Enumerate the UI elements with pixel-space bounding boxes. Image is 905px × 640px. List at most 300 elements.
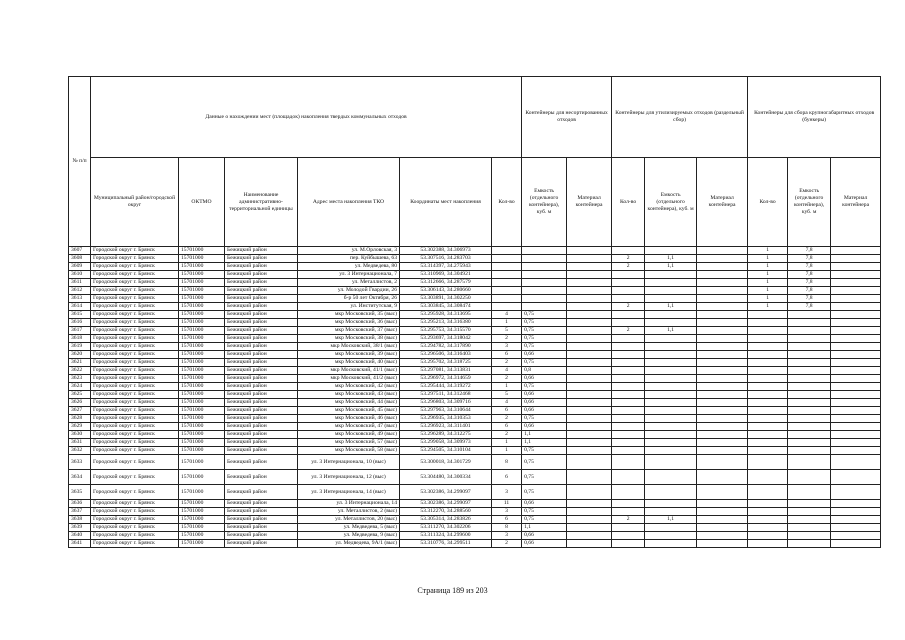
cell-separate-qty — [612, 540, 645, 548]
cell-oktmo: 15701000 — [179, 247, 225, 255]
cell-bulky-capacity — [788, 470, 831, 485]
cell-num: 3615 — [69, 311, 91, 319]
cell-admin-unit: Бежицкий район — [225, 508, 298, 516]
cell-separate-capacity — [645, 311, 697, 319]
cell-unsorted-qty: 5 — [492, 327, 522, 335]
cell-separate-material — [697, 263, 748, 271]
col-unsorted-material-header: Материал контейнера — [567, 158, 612, 247]
cell-address: мкр Московский, 43 (выс) — [298, 391, 400, 399]
cell-oktmo: 15701000 — [179, 335, 225, 343]
cell-unsorted-capacity: 1,1 — [522, 439, 567, 447]
cell-municipal: Городской округ г. Брянск — [91, 540, 179, 548]
cell-bulky-capacity — [788, 516, 831, 524]
cell-admin-unit: Бежицкий район — [225, 311, 298, 319]
cell-admin-unit: Бежицкий район — [225, 470, 298, 485]
cell-municipal: Городской округ г. Брянск — [91, 431, 179, 439]
cell-bulky-capacity: 7,8 — [788, 255, 831, 263]
cell-coords: 53.296972, 34.314659 — [400, 375, 492, 383]
table-row — [69, 447, 881, 455]
cell-unsorted-capacity: 0,75 — [522, 327, 567, 335]
cell-bulky-material — [831, 311, 881, 319]
cell-unsorted-capacity: 0,75 — [522, 335, 567, 343]
cell-unsorted-capacity: 0,75 — [522, 311, 567, 319]
cell-unsorted-qty: 11 — [492, 500, 522, 508]
col-separate-qty-header: Кол-во — [612, 158, 645, 247]
cell-bulky-material — [831, 407, 881, 415]
cell-bulky-qty — [748, 391, 788, 399]
cell-bulky-capacity: 7,8 — [788, 247, 831, 255]
cell-bulky-material — [831, 263, 881, 271]
cell-separate-material — [697, 303, 748, 311]
cell-bulky-qty: 1 — [748, 295, 788, 303]
cell-num: 3635 — [69, 485, 91, 500]
cell-separate-qty — [612, 383, 645, 391]
cell-bulky-material — [831, 367, 881, 375]
cell-separate-qty — [612, 375, 645, 383]
cell-bulky-capacity — [788, 455, 831, 470]
cell-separate-capacity — [645, 287, 697, 295]
cell-coords: 53.295444, 34.319272 — [400, 383, 492, 391]
cell-oktmo: 15701000 — [179, 508, 225, 516]
cell-coords: 53.297081, 34.313831 — [400, 367, 492, 375]
cell-unsorted-material — [567, 335, 612, 343]
cell-admin-unit: Бежицкий район — [225, 485, 298, 500]
cell-separate-material — [697, 407, 748, 415]
cell-num: 3628 — [69, 415, 91, 423]
cell-address: ул. 3 Интернационала, 7 — [298, 271, 400, 279]
cell-municipal: Городской округ г. Брянск — [91, 271, 179, 279]
cell-oktmo: 15701000 — [179, 407, 225, 415]
cell-oktmo: 15701000 — [179, 263, 225, 271]
cell-separate-capacity — [645, 431, 697, 439]
cell-admin-unit: Бежицкий район — [225, 303, 298, 311]
cell-oktmo: 15701000 — [179, 500, 225, 508]
table-row — [69, 399, 881, 407]
cell-municipal: Городской округ г. Брянск — [91, 327, 179, 335]
cell-unsorted-capacity: 0,75 — [522, 343, 567, 351]
col-separate-capacity-header: Емкость (отдельного контейнера), куб. м — [645, 158, 697, 247]
cell-unsorted-material — [567, 532, 612, 540]
cell-address: мкр Московский, 36 (выс) — [298, 319, 400, 327]
cell-bulky-qty: 1 — [748, 247, 788, 255]
cell-unsorted-qty — [492, 271, 522, 279]
cell-separate-capacity — [645, 367, 697, 375]
cell-bulky-capacity — [788, 524, 831, 532]
separate-group-header: Контейнеры для утилизируемых отходов (раздельный сбор) — [612, 77, 748, 158]
cell-admin-unit: Бежицкий район — [225, 524, 298, 532]
cell-unsorted-capacity: 0,75 — [522, 516, 567, 524]
cell-unsorted-qty — [492, 287, 522, 295]
cell-coords: 53.310776, 34.299511 — [400, 540, 492, 548]
cell-num: 3627 — [69, 407, 91, 415]
cell-admin-unit: Бежицкий район — [225, 255, 298, 263]
cell-bulky-capacity: 7,8 — [788, 279, 831, 287]
cell-coords: 53.302386, 34.299097 — [400, 485, 492, 500]
cell-oktmo: 15701000 — [179, 343, 225, 351]
cell-bulky-material — [831, 295, 881, 303]
cell-unsorted-material — [567, 343, 612, 351]
cell-unsorted-qty: 2 — [492, 540, 522, 548]
cell-oktmo: 15701000 — [179, 470, 225, 485]
cell-separate-qty — [612, 500, 645, 508]
cell-unsorted-capacity: 0,75 — [522, 455, 567, 470]
cell-unsorted-qty: 2 — [492, 359, 522, 367]
cell-separate-material — [697, 359, 748, 367]
cell-separate-qty — [612, 447, 645, 455]
col-unsorted-capacity-header: Емкость (отдельного контейнера), куб. м — [522, 158, 567, 247]
cell-coords: 53.299058, 34.309973 — [400, 439, 492, 447]
cell-oktmo: 15701000 — [179, 351, 225, 359]
cell-num: 3609 — [69, 263, 91, 271]
cell-unsorted-material — [567, 271, 612, 279]
cell-separate-capacity — [645, 423, 697, 431]
cell-separate-capacity — [645, 295, 697, 303]
cell-unsorted-capacity — [522, 247, 567, 255]
cell-bulky-qty — [748, 407, 788, 415]
cell-num: 3612 — [69, 287, 91, 295]
cell-bulky-qty — [748, 399, 788, 407]
cell-coords: 53.314397, 34.275943 — [400, 263, 492, 271]
cell-separate-material — [697, 319, 748, 327]
cell-separate-capacity: 1,1 — [645, 263, 697, 271]
cell-oktmo: 15701000 — [179, 359, 225, 367]
cell-separate-qty: 2 — [612, 327, 645, 335]
cell-admin-unit: Бежицкий район — [225, 287, 298, 295]
cell-bulky-material — [831, 247, 881, 255]
cell-unsorted-capacity: 0,66 — [522, 540, 567, 548]
cell-bulky-material — [831, 351, 881, 359]
cell-unsorted-material — [567, 516, 612, 524]
cell-bulky-qty — [748, 485, 788, 500]
cell-num: 3617 — [69, 327, 91, 335]
col-coords-header: Координаты мест накопления — [400, 158, 492, 247]
table-row — [69, 516, 881, 524]
cell-coords: 53.296289, 34.312275 — [400, 431, 492, 439]
cell-separate-material — [697, 455, 748, 470]
cell-oktmo: 15701000 — [179, 327, 225, 335]
cell-municipal: Городской округ г. Брянск — [91, 399, 179, 407]
cell-municipal: Городской округ г. Брянск — [91, 508, 179, 516]
cell-bulky-material — [831, 375, 881, 383]
table-body — [69, 247, 881, 548]
cell-admin-unit: Бежицкий район — [225, 375, 298, 383]
cell-address: ул. 3 Интернационала, 12 (выс) — [298, 470, 400, 485]
cell-unsorted-capacity — [522, 255, 567, 263]
cell-municipal: Городской округ г. Брянск — [91, 247, 179, 255]
cell-separate-capacity — [645, 399, 697, 407]
cell-bulky-capacity — [788, 351, 831, 359]
cell-unsorted-capacity: 0,66 — [522, 399, 567, 407]
cell-separate-qty — [612, 532, 645, 540]
cell-bulky-capacity — [788, 383, 831, 391]
cell-unsorted-material — [567, 359, 612, 367]
cell-oktmo: 15701000 — [179, 311, 225, 319]
table-row — [69, 359, 881, 367]
cell-separate-qty — [612, 524, 645, 532]
cell-coords: 53.296506, 34.316403 — [400, 351, 492, 359]
cell-unsorted-material — [567, 447, 612, 455]
cell-oktmo: 15701000 — [179, 399, 225, 407]
cell-unsorted-capacity: 0,8 — [522, 367, 567, 375]
cell-unsorted-qty: 1 — [492, 383, 522, 391]
cell-unsorted-capacity: 0,75 — [522, 508, 567, 516]
cell-oktmo: 15701000 — [179, 431, 225, 439]
cell-unsorted-qty — [492, 247, 522, 255]
cell-unsorted-qty: 6 — [492, 470, 522, 485]
cell-oktmo: 15701000 — [179, 415, 225, 423]
cell-unsorted-capacity — [522, 303, 567, 311]
cell-bulky-qty: 1 — [748, 263, 788, 271]
cell-oktmo: 15701000 — [179, 516, 225, 524]
cell-municipal: Городской округ г. Брянск — [91, 255, 179, 263]
cell-separate-material — [697, 295, 748, 303]
table-row — [69, 319, 881, 327]
cell-num: 3611 — [69, 279, 91, 287]
cell-num: 3632 — [69, 447, 91, 455]
cell-unsorted-qty — [492, 279, 522, 287]
cell-bulky-qty — [748, 500, 788, 508]
cell-bulky-material — [831, 279, 881, 287]
cell-num: 3616 — [69, 319, 91, 327]
cell-unsorted-qty: 4 — [492, 367, 522, 375]
cell-admin-unit: Бежицкий район — [225, 343, 298, 351]
cell-coords: 53.312270, 34.288560 — [400, 508, 492, 516]
cell-num: 3607 — [69, 247, 91, 255]
cell-separate-material — [697, 439, 748, 447]
cell-separate-material — [697, 375, 748, 383]
cell-separate-material — [697, 447, 748, 455]
cell-unsorted-material — [567, 375, 612, 383]
cell-separate-capacity: 1,1 — [645, 303, 697, 311]
table-row — [69, 327, 881, 335]
cell-separate-capacity — [645, 279, 697, 287]
cell-separate-qty — [612, 485, 645, 500]
cell-bulky-capacity — [788, 415, 831, 423]
bulky-group-header: Контейнеры для сбора крупногабаритных отходов (бункеры) — [748, 77, 881, 158]
cell-separate-qty — [612, 367, 645, 375]
cell-separate-qty — [612, 287, 645, 295]
cell-bulky-material — [831, 399, 881, 407]
cell-bulky-material — [831, 383, 881, 391]
cell-bulky-material — [831, 455, 881, 470]
cell-address: мкр Московский, 49 (выс) — [298, 431, 400, 439]
cell-bulky-material — [831, 415, 881, 423]
cell-address: мкр Московский, 41/1 (выс) — [298, 367, 400, 375]
cell-bulky-material — [831, 508, 881, 516]
cell-admin-unit: Бежицкий район — [225, 423, 298, 431]
cell-coords: 53.303845, 34.308474 — [400, 303, 492, 311]
cell-municipal: Городской округ г. Брянск — [91, 423, 179, 431]
cell-separate-capacity — [645, 391, 697, 399]
cell-municipal: Городской округ г. Брянск — [91, 343, 179, 351]
cell-unsorted-qty: 4 — [492, 311, 522, 319]
cell-separate-material — [697, 500, 748, 508]
cell-separate-material — [697, 391, 748, 399]
cell-separate-material — [697, 540, 748, 548]
page-number: Страница 189 из 203 — [417, 586, 488, 595]
cell-unsorted-qty: 6 — [492, 407, 522, 415]
cell-num: 3618 — [69, 335, 91, 343]
cell-admin-unit: Бежицкий район — [225, 516, 298, 524]
cell-separate-qty — [612, 295, 645, 303]
cell-municipal: Городской округ г. Брянск — [91, 359, 179, 367]
cell-oktmo: 15701000 — [179, 524, 225, 532]
cell-unsorted-qty: 2 — [492, 415, 522, 423]
cell-municipal: Городской округ г. Брянск — [91, 351, 179, 359]
cell-unsorted-capacity — [522, 271, 567, 279]
col-unsorted-qty-header: Кол-во — [492, 158, 522, 247]
cell-municipal: Городской округ г. Брянск — [91, 532, 179, 540]
cell-admin-unit: Бежицкий район — [225, 540, 298, 548]
cell-admin-unit: Бежицкий район — [225, 271, 298, 279]
table-row — [69, 247, 881, 255]
cell-bulky-material — [831, 271, 881, 279]
cell-separate-material — [697, 271, 748, 279]
cell-unsorted-qty: 6 — [492, 423, 522, 431]
cell-unsorted-material — [567, 423, 612, 431]
cell-separate-material — [697, 399, 748, 407]
cell-bulky-qty — [748, 343, 788, 351]
cell-municipal: Городской округ г. Брянск — [91, 407, 179, 415]
table-row — [69, 311, 881, 319]
cell-num: 3634 — [69, 470, 91, 485]
cell-unsorted-capacity: 0,75 — [522, 319, 567, 327]
cell-bulky-qty — [748, 351, 788, 359]
cell-municipal: Городской округ г. Брянск — [91, 335, 179, 343]
cell-separate-qty — [612, 359, 645, 367]
cell-admin-unit: Бежицкий район — [225, 500, 298, 508]
cell-bulky-qty: 1 — [748, 271, 788, 279]
cell-municipal: Городской округ г. Брянск — [91, 500, 179, 508]
col-bulky-qty-header: Кол-во — [748, 158, 788, 247]
cell-unsorted-material — [567, 383, 612, 391]
cell-coords: 53.295928, 34.313695 — [400, 311, 492, 319]
table-row — [69, 508, 881, 516]
cell-address: мкр Московский, 38 (выс) — [298, 335, 400, 343]
cell-bulky-capacity — [788, 319, 831, 327]
cell-bulky-qty — [748, 439, 788, 447]
cell-bulky-qty — [748, 383, 788, 391]
cell-bulky-material — [831, 516, 881, 524]
cell-unsorted-material — [567, 431, 612, 439]
cell-separate-capacity — [645, 455, 697, 470]
cell-num: 3633 — [69, 455, 91, 470]
cell-unsorted-material — [567, 255, 612, 263]
cell-coords: 53.311324, 34.299600 — [400, 532, 492, 540]
cell-admin-unit: Бежицкий район — [225, 407, 298, 415]
cell-unsorted-capacity — [522, 263, 567, 271]
cell-separate-material — [697, 247, 748, 255]
cell-admin-unit: Бежицкий район — [225, 367, 298, 375]
cell-bulky-capacity — [788, 447, 831, 455]
col-municipal-header: Муниципальный район/городской округ — [91, 158, 179, 247]
cell-bulky-material — [831, 255, 881, 263]
cell-admin-unit: Бежицкий район — [225, 359, 298, 367]
cell-unsorted-qty — [492, 295, 522, 303]
cell-admin-unit: Бежицкий район — [225, 279, 298, 287]
cell-coords: 53.296803, 34.309716 — [400, 399, 492, 407]
cell-separate-qty — [612, 470, 645, 485]
cell-municipal: Городской округ г. Брянск — [91, 375, 179, 383]
cell-separate-qty — [612, 335, 645, 343]
cell-bulky-material — [831, 287, 881, 295]
cell-address: ул. 3 Интернационала, 14 (выс) — [298, 485, 400, 500]
table-row — [69, 351, 881, 359]
cell-separate-qty — [612, 508, 645, 516]
cell-separate-material — [697, 383, 748, 391]
cell-coords: 53.311270, 34.302206 — [400, 524, 492, 532]
cell-unsorted-material — [567, 351, 612, 359]
cell-bulky-material — [831, 485, 881, 500]
cell-num: 3614 — [69, 303, 91, 311]
cell-separate-qty — [612, 407, 645, 415]
cell-num: 3636 — [69, 500, 91, 508]
cell-address: ул. Институтская, 9 — [298, 303, 400, 311]
col-separate-material-header: Материал контейнера — [697, 158, 748, 247]
cell-bulky-material — [831, 343, 881, 351]
cell-unsorted-capacity: 0,75 — [522, 447, 567, 455]
table-row — [69, 263, 881, 271]
cell-unsorted-capacity: 0,75 — [522, 359, 567, 367]
cell-num: 3631 — [69, 439, 91, 447]
cell-num: 3622 — [69, 367, 91, 375]
table-row — [69, 303, 881, 311]
cell-oktmo: 15701000 — [179, 367, 225, 375]
cell-num: 3630 — [69, 431, 91, 439]
cell-address: мкр Московский, 58 (выс) — [298, 447, 400, 455]
cell-separate-material — [697, 343, 748, 351]
cell-num: 3608 — [69, 255, 91, 263]
cell-bulky-material — [831, 524, 881, 532]
cell-separate-capacity — [645, 508, 697, 516]
cell-municipal: Городской округ г. Брянск — [91, 447, 179, 455]
cell-unsorted-material — [567, 415, 612, 423]
cell-separate-material — [697, 485, 748, 500]
cell-unsorted-material — [567, 540, 612, 548]
cell-separate-qty — [612, 399, 645, 407]
table-row — [69, 383, 881, 391]
cell-num: 3639 — [69, 524, 91, 532]
cell-bulky-material — [831, 431, 881, 439]
cell-coords: 53.295753, 34.315570 — [400, 327, 492, 335]
cell-separate-qty: 2 — [612, 303, 645, 311]
cell-unsorted-material — [567, 295, 612, 303]
cell-unsorted-qty: 8 — [492, 455, 522, 470]
cell-municipal: Городской округ г. Брянск — [91, 391, 179, 399]
cell-unsorted-material — [567, 311, 612, 319]
table-row — [69, 295, 881, 303]
cell-unsorted-qty: 3 — [492, 343, 522, 351]
cell-separate-material — [697, 255, 748, 263]
cell-unsorted-qty: 2 — [492, 375, 522, 383]
cell-admin-unit: Бежицкий район — [225, 391, 298, 399]
cell-bulky-capacity — [788, 375, 831, 383]
cell-coords: 53.300018, 34.301729 — [400, 455, 492, 470]
cell-oktmo: 15701000 — [179, 287, 225, 295]
cell-separate-material — [697, 470, 748, 485]
cell-oktmo: 15701000 — [179, 271, 225, 279]
cell-unsorted-material — [567, 399, 612, 407]
col-num-header: № п/п — [69, 77, 91, 247]
cell-separate-capacity: 1,1 — [645, 327, 697, 335]
cell-num: 3621 — [69, 359, 91, 367]
cell-admin-unit: Бежицкий район — [225, 447, 298, 455]
cell-bulky-material — [831, 447, 881, 455]
cell-coords: 53.306143, 34.280660 — [400, 287, 492, 295]
cell-bulky-material — [831, 327, 881, 335]
cell-unsorted-capacity: 1,1 — [522, 431, 567, 439]
cell-unsorted-capacity: 0,66 — [522, 391, 567, 399]
